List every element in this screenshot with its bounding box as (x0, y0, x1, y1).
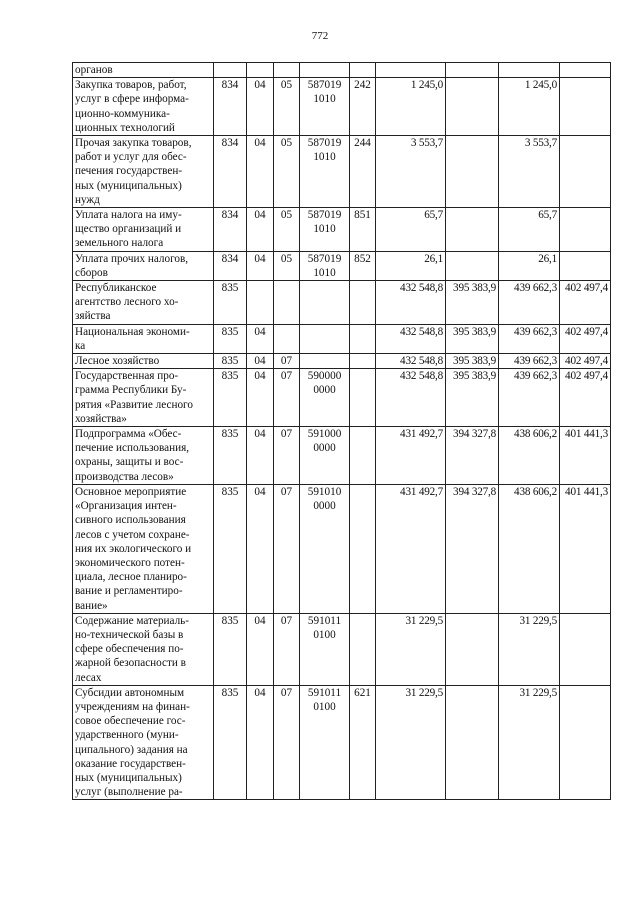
subsection-code-cell (274, 324, 300, 353)
target-article-cell: 587019 1010 (300, 208, 350, 252)
ministry-code-cell (214, 63, 247, 78)
amount-cell-1: 26,1 (376, 251, 446, 280)
section-code-cell: 04 (247, 613, 274, 685)
ministry-code-cell: 835 (214, 354, 247, 369)
table-row (73, 63, 611, 78)
item-name-cell: Государственная про- грамма Республики Бу- рятия «Развитие лесного хозяйства» (73, 369, 214, 427)
table-row (73, 613, 611, 685)
item-name-cell: Уплата налога на иму- щество организаций и земельного налога (73, 208, 214, 252)
table-row (73, 324, 611, 353)
amount-cell-2: 395 383,9 (446, 324, 499, 353)
amount-cell-2 (446, 78, 499, 136)
amount-cell-2 (446, 63, 499, 78)
amount-cell-2 (446, 685, 499, 800)
target-article-cell: 587019 1010 (300, 78, 350, 136)
target-article-cell: 590000 0000 (300, 369, 350, 427)
target-article-cell (300, 354, 350, 369)
target-article-cell (300, 324, 350, 353)
amount-cell-4 (560, 208, 611, 252)
table-row (73, 136, 611, 208)
target-article-cell: 587019 1010 (300, 251, 350, 280)
expense-type-cell (350, 63, 376, 78)
amount-cell-1: 432 548,8 (376, 354, 446, 369)
subsection-code-cell: 07 (274, 354, 300, 369)
subsection-code-cell: 05 (274, 208, 300, 252)
item-name-cell: Содержание материаль- но-технической базы в сфере обеспечения по- жарной безопасности в лесах (73, 613, 214, 685)
ministry-code-cell: 834 (214, 251, 247, 280)
ministry-code-cell: 835 (214, 484, 247, 613)
table-row (73, 251, 611, 280)
item-name-cell: Лесное хозяйство (73, 354, 214, 369)
ministry-code-cell: 834 (214, 136, 247, 208)
target-article-cell: 587019 1010 (300, 136, 350, 208)
item-name-cell: Закупка товаров, работ, услуг в сфере информа- ционно-коммуника- ционных технологий (73, 78, 214, 136)
table-row (73, 208, 611, 252)
amount-cell-4: 402 497,4 (560, 324, 611, 353)
section-code-cell: 04 (247, 369, 274, 427)
table-row (73, 427, 611, 485)
amount-cell-4: 402 497,4 (560, 354, 611, 369)
section-code-cell: 04 (247, 484, 274, 613)
table-row (73, 369, 611, 427)
amount-cell-2: 395 383,9 (446, 369, 499, 427)
amount-cell-3: 1 245,0 (499, 78, 560, 136)
target-article-cell: 591011 0100 (300, 685, 350, 800)
subsection-code-cell: 05 (274, 136, 300, 208)
amount-cell-1: 3 553,7 (376, 136, 446, 208)
amount-cell-3: 3 553,7 (499, 136, 560, 208)
expense-type-cell: 851 (350, 208, 376, 252)
target-article-cell: 591000 0000 (300, 427, 350, 485)
ministry-code-cell: 835 (214, 369, 247, 427)
table-row (73, 78, 611, 136)
amount-cell-1: 431 492,7 (376, 484, 446, 613)
amount-cell-4 (560, 136, 611, 208)
item-name-cell: Субсидии автономным учреждениям на финан- совое обеспечение гос- ударственного (муни- ципального) задания на оказание государствен- ных (муниципальных) услуг (выполнение ра- (73, 685, 214, 800)
expense-type-cell (350, 369, 376, 427)
amount-cell-3: 439 662,3 (499, 324, 560, 353)
amount-cell-1: 432 548,8 (376, 369, 446, 427)
amount-cell-2 (446, 208, 499, 252)
amount-cell-2 (446, 251, 499, 280)
table-row (73, 281, 611, 325)
target-article-cell (300, 63, 350, 78)
amount-cell-3: 65,7 (499, 208, 560, 252)
amount-cell-3: 31 229,5 (499, 685, 560, 800)
amount-cell-2 (446, 613, 499, 685)
subsection-code-cell: 07 (274, 685, 300, 800)
amount-cell-2: 394 327,8 (446, 484, 499, 613)
amount-cell-1: 31 229,5 (376, 613, 446, 685)
ministry-code-cell: 835 (214, 685, 247, 800)
amount-cell-1: 1 245,0 (376, 78, 446, 136)
amount-cell-2 (446, 136, 499, 208)
amount-cell-1: 432 548,8 (376, 281, 446, 325)
subsection-code-cell: 05 (274, 78, 300, 136)
subsection-code-cell: 05 (274, 251, 300, 280)
item-name-cell: Национальная экономи- ка (73, 324, 214, 353)
item-name-cell: Основное мероприятие «Организация интен- сивного использования лесов с учетом сохране- ния их экологического и экономического потен- циала, лесное планиро- вание и регламентиро- вание» (73, 484, 214, 613)
amount-cell-1 (376, 63, 446, 78)
item-name-cell: Прочая закупка товаров, работ и услуг для обес- печения государствен- ных (муниципальных) нужд (73, 136, 214, 208)
amount-cell-2: 395 383,9 (446, 354, 499, 369)
section-code-cell: 04 (247, 324, 274, 353)
expense-type-cell (350, 324, 376, 353)
subsection-code-cell: 07 (274, 369, 300, 427)
amount-cell-2: 395 383,9 (446, 281, 499, 325)
item-name-cell: Подпрограмма «Обес- печение использования, охраны, защиты и вос- производства лесов» (73, 427, 214, 485)
expense-type-cell (350, 281, 376, 325)
amount-cell-4: 402 497,4 (560, 281, 611, 325)
amount-cell-3: 439 662,3 (499, 281, 560, 325)
ministry-code-cell: 834 (214, 78, 247, 136)
amount-cell-1: 431 492,7 (376, 427, 446, 485)
expense-type-cell (350, 613, 376, 685)
amount-cell-4 (560, 613, 611, 685)
expense-type-cell: 852 (350, 251, 376, 280)
section-code-cell: 04 (247, 208, 274, 252)
expense-type-cell (350, 427, 376, 485)
amount-cell-4: 402 497,4 (560, 369, 611, 427)
section-code-cell: 04 (247, 78, 274, 136)
amount-cell-2: 394 327,8 (446, 427, 499, 485)
amount-cell-3: 438 606,2 (499, 484, 560, 613)
table-body (73, 63, 611, 800)
section-code-cell (247, 281, 274, 325)
amount-cell-3: 439 662,3 (499, 369, 560, 427)
item-name-cell: Республиканское агентство лесного хо- зяйства (73, 281, 214, 325)
amount-cell-4 (560, 251, 611, 280)
item-name-cell: органов (73, 63, 214, 78)
subsection-code-cell (274, 63, 300, 78)
target-article-cell: 591010 0000 (300, 484, 350, 613)
target-article-cell: 591011 0100 (300, 613, 350, 685)
budget-table (72, 62, 611, 800)
amount-cell-1: 432 548,8 (376, 324, 446, 353)
amount-cell-3: 26,1 (499, 251, 560, 280)
amount-cell-3: 31 229,5 (499, 613, 560, 685)
section-code-cell: 04 (247, 251, 274, 280)
amount-cell-3: 438 606,2 (499, 427, 560, 485)
amount-cell-3: 439 662,3 (499, 354, 560, 369)
expense-type-cell (350, 354, 376, 369)
table-row (73, 354, 611, 369)
ministry-code-cell: 834 (214, 208, 247, 252)
table-row (73, 685, 611, 800)
section-code-cell (247, 63, 274, 78)
subsection-code-cell: 07 (274, 613, 300, 685)
page-number: 772 (311, 30, 329, 42)
amount-cell-4: 401 441,3 (560, 427, 611, 485)
item-name-cell: Уплата прочих налогов, сборов (73, 251, 214, 280)
amount-cell-1: 65,7 (376, 208, 446, 252)
subsection-code-cell: 07 (274, 484, 300, 613)
expense-type-cell: 244 (350, 136, 376, 208)
section-code-cell: 04 (247, 685, 274, 800)
subsection-code-cell (274, 281, 300, 325)
table-row (73, 484, 611, 613)
amount-cell-4 (560, 63, 611, 78)
ministry-code-cell: 835 (214, 281, 247, 325)
target-article-cell (300, 281, 350, 325)
amount-cell-4: 401 441,3 (560, 484, 611, 613)
ministry-code-cell: 835 (214, 427, 247, 485)
ministry-code-cell: 835 (214, 324, 247, 353)
section-code-cell: 04 (247, 427, 274, 485)
section-code-cell: 04 (247, 136, 274, 208)
amount-cell-4 (560, 685, 611, 800)
ministry-code-cell: 835 (214, 613, 247, 685)
section-code-cell: 04 (247, 354, 274, 369)
expense-type-cell (350, 484, 376, 613)
subsection-code-cell: 07 (274, 427, 300, 485)
amount-cell-1: 31 229,5 (376, 685, 446, 800)
amount-cell-4 (560, 78, 611, 136)
expense-type-cell: 242 (350, 78, 376, 136)
expense-type-cell: 621 (350, 685, 376, 800)
amount-cell-3 (499, 63, 560, 78)
